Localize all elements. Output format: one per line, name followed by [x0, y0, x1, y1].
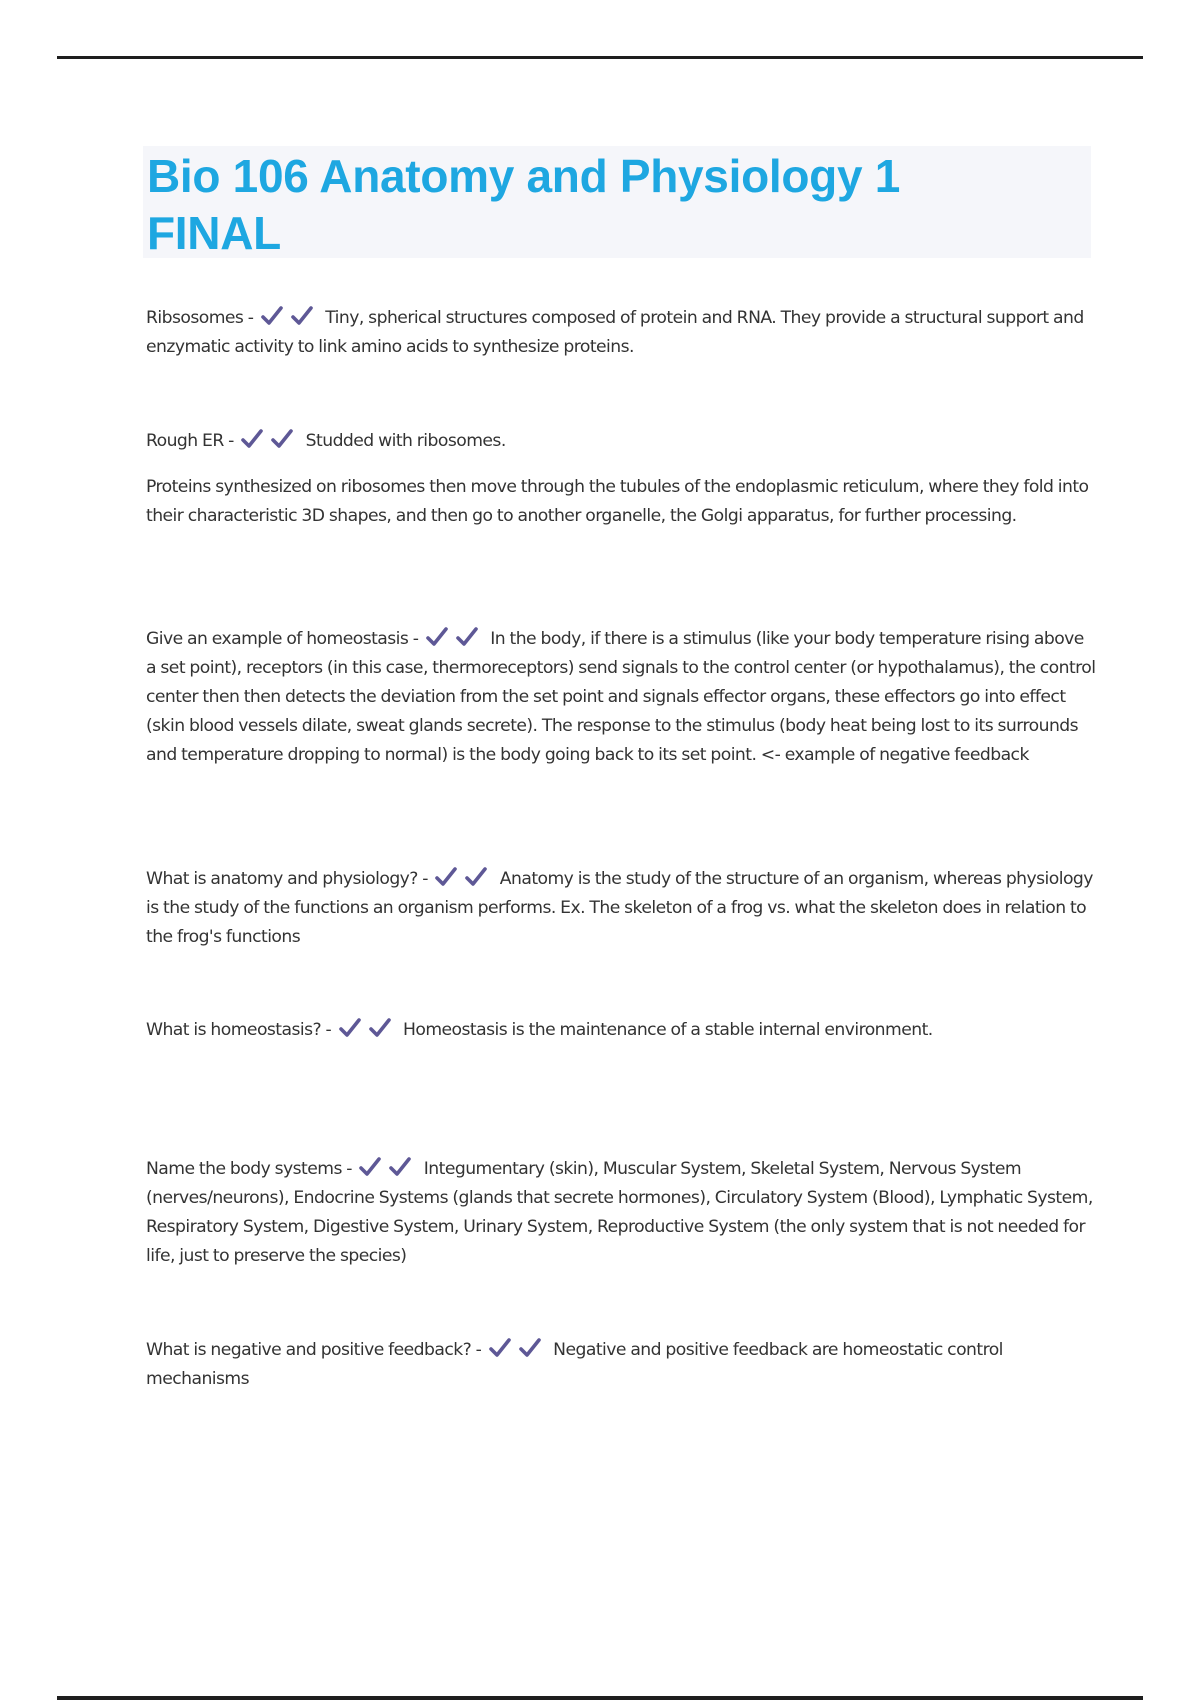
double-checkmark-icon	[426, 629, 486, 649]
answer-text: Studded with ribosomes.	[305, 431, 506, 451]
checkmark-icon	[359, 1157, 381, 1177]
checkmark-icon	[291, 306, 313, 326]
title-line-1: Bio 106 Anatomy and Physiology 1	[147, 150, 900, 202]
checkmark-icon	[271, 429, 293, 449]
qa-entry-ribosomes	[146, 304, 1096, 362]
qa-entry-feedback	[146, 1336, 1096, 1394]
top-page-rule	[57, 56, 1143, 59]
bottom-page-rule	[57, 1696, 1143, 1700]
checkmark-icon	[435, 867, 457, 887]
question-term: Give an example of homeostasis -	[146, 629, 419, 649]
answer-text: Integumentary (skin), Muscular System, Skeletal System, Nervous System (nerves/neurons), Endocrine Systems (glands that secrete hormones), Circulatory System (Blood), Lymphatic System, Respiratory System, Digestive System, Urinary System, Reproductive System (the only system that is not needed for life, just to preserve the species)	[146, 1159, 1093, 1266]
double-checkmark-icon	[241, 431, 301, 451]
question-term: Rough ER -	[146, 431, 234, 451]
qa-entry-rough-er	[146, 427, 1096, 531]
checkmark-icon	[426, 627, 448, 647]
answer-text: Tiny, spherical structures composed of protein and RNA. They provide a structural support and enzymatic activity to link amino acids to synthesize proteins.	[146, 308, 1084, 357]
title-banner	[143, 146, 1091, 258]
answer-text: Negative and positive feedback are homeostatic control mechanisms	[146, 1340, 1003, 1389]
checkmark-icon	[369, 1018, 391, 1038]
document-title	[147, 148, 1087, 262]
double-checkmark-icon	[339, 1020, 399, 1040]
question-term: What is homeostasis? -	[146, 1020, 332, 1040]
checkmark-icon	[519, 1338, 541, 1358]
title-line-2: FINAL	[147, 207, 281, 259]
double-checkmark-icon	[435, 869, 495, 889]
qa-entry-body-systems	[146, 1155, 1096, 1271]
double-checkmark-icon	[489, 1340, 549, 1360]
question-term: Ribsosomes -	[146, 308, 254, 328]
answer-text: In the body, if there is a stimulus (like your body temperature rising above a set point), receptors (in this case, thermoreceptors) send signals to the control center (or hypothalamus), the control center then then detects the deviation from the set point and signals effector organs, these effectors go into effect (skin blood vessels dilate, sweat glands secrete). The response to the stimulus (body heat being lost to its surrounds and temperature dropping to normal) is the body going back to its set point. <- example of negative feedback	[146, 629, 1096, 765]
qa-line	[146, 1336, 1096, 1394]
double-checkmark-icon	[359, 1159, 419, 1179]
answer-text: Homeostasis is the maintenance of a stable internal environment.	[403, 1020, 933, 1040]
qa-entry-homeostasis-example	[146, 625, 1096, 770]
answer-text: Anatomy is the study of the structure of an organism, whereas physiology is the study of the functions an organism performs. Ex. The skeleton of a frog vs. what the skeleton does in relation to the frog's functions	[146, 869, 1093, 947]
question-term: What is anatomy and physiology? -	[146, 869, 428, 889]
qa-entry-anatomy-physiology	[146, 865, 1096, 952]
qa-line	[146, 427, 1096, 456]
question-term: Name the body systems -	[146, 1159, 352, 1179]
question-term: What is negative and positive feedback? -	[146, 1340, 482, 1360]
checkmark-icon	[465, 867, 487, 887]
checkmark-icon	[456, 627, 478, 647]
answer-extra-paragraph: Proteins synthesized on ribosomes then move through the tubules of the endoplasmic reticulum, where they fold into their characteristic 3D shapes, and then go to another organelle, the Golgi apparatus, for further processing.	[146, 477, 1089, 526]
checkmark-icon	[241, 429, 263, 449]
qa-entry-homeostasis-definition	[146, 1016, 1096, 1045]
checkmark-icon	[261, 306, 283, 326]
checkmark-icon	[389, 1157, 411, 1177]
qa-line	[146, 865, 1096, 952]
double-checkmark-icon	[261, 308, 321, 328]
qa-line	[146, 625, 1096, 770]
qa-line	[146, 1016, 1096, 1045]
qa-line	[146, 304, 1096, 362]
qa-line	[146, 1155, 1096, 1271]
checkmark-icon	[489, 1338, 511, 1358]
checkmark-icon	[339, 1018, 361, 1038]
